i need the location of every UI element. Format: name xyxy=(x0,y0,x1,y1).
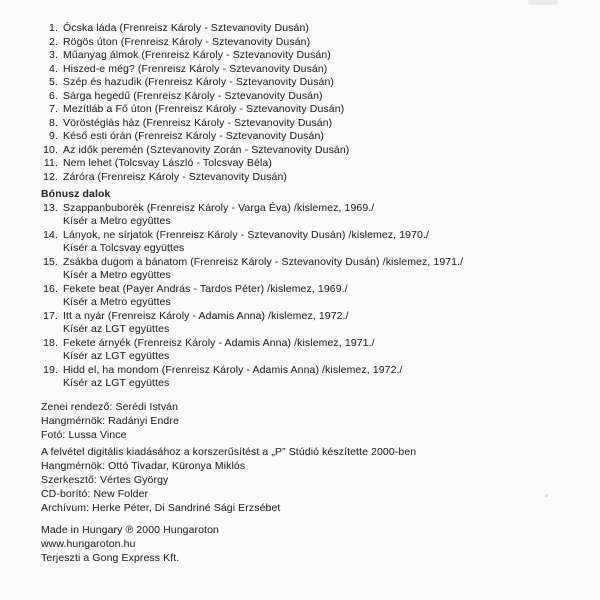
track-title: Itt a nyár (Frenreisz Károly - Adamis Anna) /kislemez, 1972./ xyxy=(63,309,349,322)
track-item xyxy=(41,171,580,185)
track-item xyxy=(41,229,580,243)
track-number: 8. xyxy=(49,116,58,129)
track-item xyxy=(41,76,580,90)
credit-line: A felvétel digitális kiadásához a korszerűsítést a „P” Stúdió készítette 2000-ben xyxy=(41,445,417,458)
track-number: 7. xyxy=(49,103,58,115)
distributor-line: Terjeszti a Gong Express Kft. xyxy=(41,551,180,564)
track-item xyxy=(41,157,580,171)
track-number: 1. xyxy=(49,22,58,34)
track-title: Záróra (Frenreisz Károly - Sztevanovity Dusán) xyxy=(63,170,288,183)
track-number: 3. xyxy=(49,49,58,61)
track-number: 17. xyxy=(43,309,58,322)
track-number: 4. xyxy=(49,62,58,75)
track-item xyxy=(41,202,580,216)
credit-line: CD-borító: New Folder xyxy=(41,487,149,500)
credit-line: Zenei rendező: Serédi István xyxy=(41,400,179,413)
track-title: Lányok, ne sírjatok (Frenreisz Károly - Sztevanovity Dusán) /kislemez, 1970./ xyxy=(63,228,430,241)
track-title: Hiszed-e még? (Frenreisz Károly - Sztevanovity Dusán) xyxy=(63,62,328,75)
backing-band-note: Kísér az LGT együttes xyxy=(63,323,170,335)
track-item xyxy=(41,90,580,104)
track-title: Műanyag álmok (Frenreisz Károly - Sztevanovity Dusán) xyxy=(63,49,331,61)
credit-line: Szerkesztő: Vértes György xyxy=(41,473,169,486)
track-title: Szép és hazudik (Frenreisz Károly - Sztevanovity Dusán) xyxy=(63,76,335,88)
track-title: Rögös úton (Frenreisz Károly - Sztevanovity Dusán) xyxy=(63,35,311,48)
track-title: Zsákba dugom a bánatom (Frenreisz Károly - Sztevanovity Dusán) /kislemez, 1971./ xyxy=(63,255,464,268)
track-title: Késő esti órán (Frenreisz Károly - Sztevanovity Dusán) xyxy=(63,130,324,142)
track-title: Hidd el, ha mondom (Frenreisz Károly - Adamis Anna) /kislemez, 1972./ xyxy=(63,363,403,376)
track-title: Mezítláb a Fő úton (Frenreisz Károly - Sztevanovity Dusán) xyxy=(63,103,345,115)
track-sub-line xyxy=(41,377,580,391)
track-item xyxy=(41,63,580,77)
credit-line: Hangmérnök: Radányi Endre xyxy=(41,414,179,427)
main-track-list xyxy=(41,22,580,184)
track-item xyxy=(41,130,580,144)
track-number: 19. xyxy=(43,363,58,376)
track-item xyxy=(41,22,580,36)
track-number: 10. xyxy=(43,143,58,156)
track-sub-line xyxy=(41,215,580,229)
credits-block-primary xyxy=(41,400,580,442)
credit-line: Hangmérnök: Ottó Tivadar, Küronya Miklós xyxy=(41,459,246,472)
track-item xyxy=(41,103,580,117)
track-item xyxy=(41,337,580,351)
track-sub-line xyxy=(41,296,580,310)
track-sub-line xyxy=(41,350,580,364)
track-item xyxy=(41,117,580,131)
track-number: 18. xyxy=(43,336,58,349)
track-item xyxy=(41,310,580,324)
track-number: 9. xyxy=(49,130,58,142)
track-number: 5. xyxy=(49,76,58,88)
credit-line: Fotó: Lussa Vince xyxy=(41,428,127,441)
tracklist-content xyxy=(41,22,580,565)
track-number: 14. xyxy=(43,228,58,241)
track-number: 13. xyxy=(43,201,58,214)
track-item xyxy=(41,36,580,50)
bonus-section-heading: Bónusz dalok xyxy=(41,188,111,200)
backing-band-note: Kísér a Metro együttes xyxy=(63,215,171,227)
backing-band-note: Kísér az LGT együttes xyxy=(63,350,170,362)
track-sub-line xyxy=(41,269,580,283)
website-line: www.hungaroton.hu xyxy=(41,537,136,550)
backing-band-note: Kísér a Tolcsvay együttes xyxy=(63,242,185,254)
track-number: 12. xyxy=(43,170,58,183)
track-item xyxy=(41,283,580,297)
backing-band-note: Kísér az LGT együttes xyxy=(63,377,170,389)
backing-band-note: Kísér a Metro együttes xyxy=(63,269,171,281)
track-title: Fekete árnyék (Frenreisz Károly - Adamis Anna) /kislemez, 1971./ xyxy=(63,336,375,349)
scan-smudge xyxy=(528,0,558,5)
track-item xyxy=(41,364,580,378)
track-title: Az idők peremén (Sztevanovity Zorán - Sztevanovity Dusán) xyxy=(63,143,350,156)
track-sub-line xyxy=(41,242,580,256)
track-number: 2. xyxy=(49,35,58,48)
backing-band-note: Kísér a Metro együttes xyxy=(63,296,171,308)
track-item xyxy=(41,49,580,63)
made-in-line: Made in Hungary ℗ 2000 Hungaroton xyxy=(41,523,219,536)
track-item xyxy=(41,144,580,158)
track-title: Nem lehet (Tolcsvay László - Tolcsvay Béla) xyxy=(63,157,272,169)
track-number: 11. xyxy=(43,157,58,169)
track-title: Szappanbuborék (Frenreisz Károly - Varga Éva) /kislemez, 1969./ xyxy=(63,201,375,214)
credits-block-reissue xyxy=(41,445,580,515)
bonus-track-list xyxy=(41,202,580,391)
publisher-footer xyxy=(41,523,580,565)
credit-line: Archívum: Herke Péter, Di Sandriné Sági Erzsébet xyxy=(41,501,281,514)
track-number: 16. xyxy=(43,282,58,295)
track-item xyxy=(41,256,580,270)
track-number: 6. xyxy=(49,89,58,102)
track-title: Ócska láda (Frenreisz Károly - Sztevanovity Dusán) xyxy=(63,22,310,34)
track-title: Fekete beat (Payer András - Tardos Péter) /kislemez, 1969./ xyxy=(63,282,348,295)
track-title: Sárga hegedű (Frenreisz Károly - Sztevanovity Dusán) xyxy=(63,89,323,102)
track-title: Vöröstéglás ház (Frenreisz Károly - Sztevanovity Dusán) xyxy=(63,116,333,129)
track-number: 15. xyxy=(43,255,58,268)
track-sub-line xyxy=(41,323,580,337)
